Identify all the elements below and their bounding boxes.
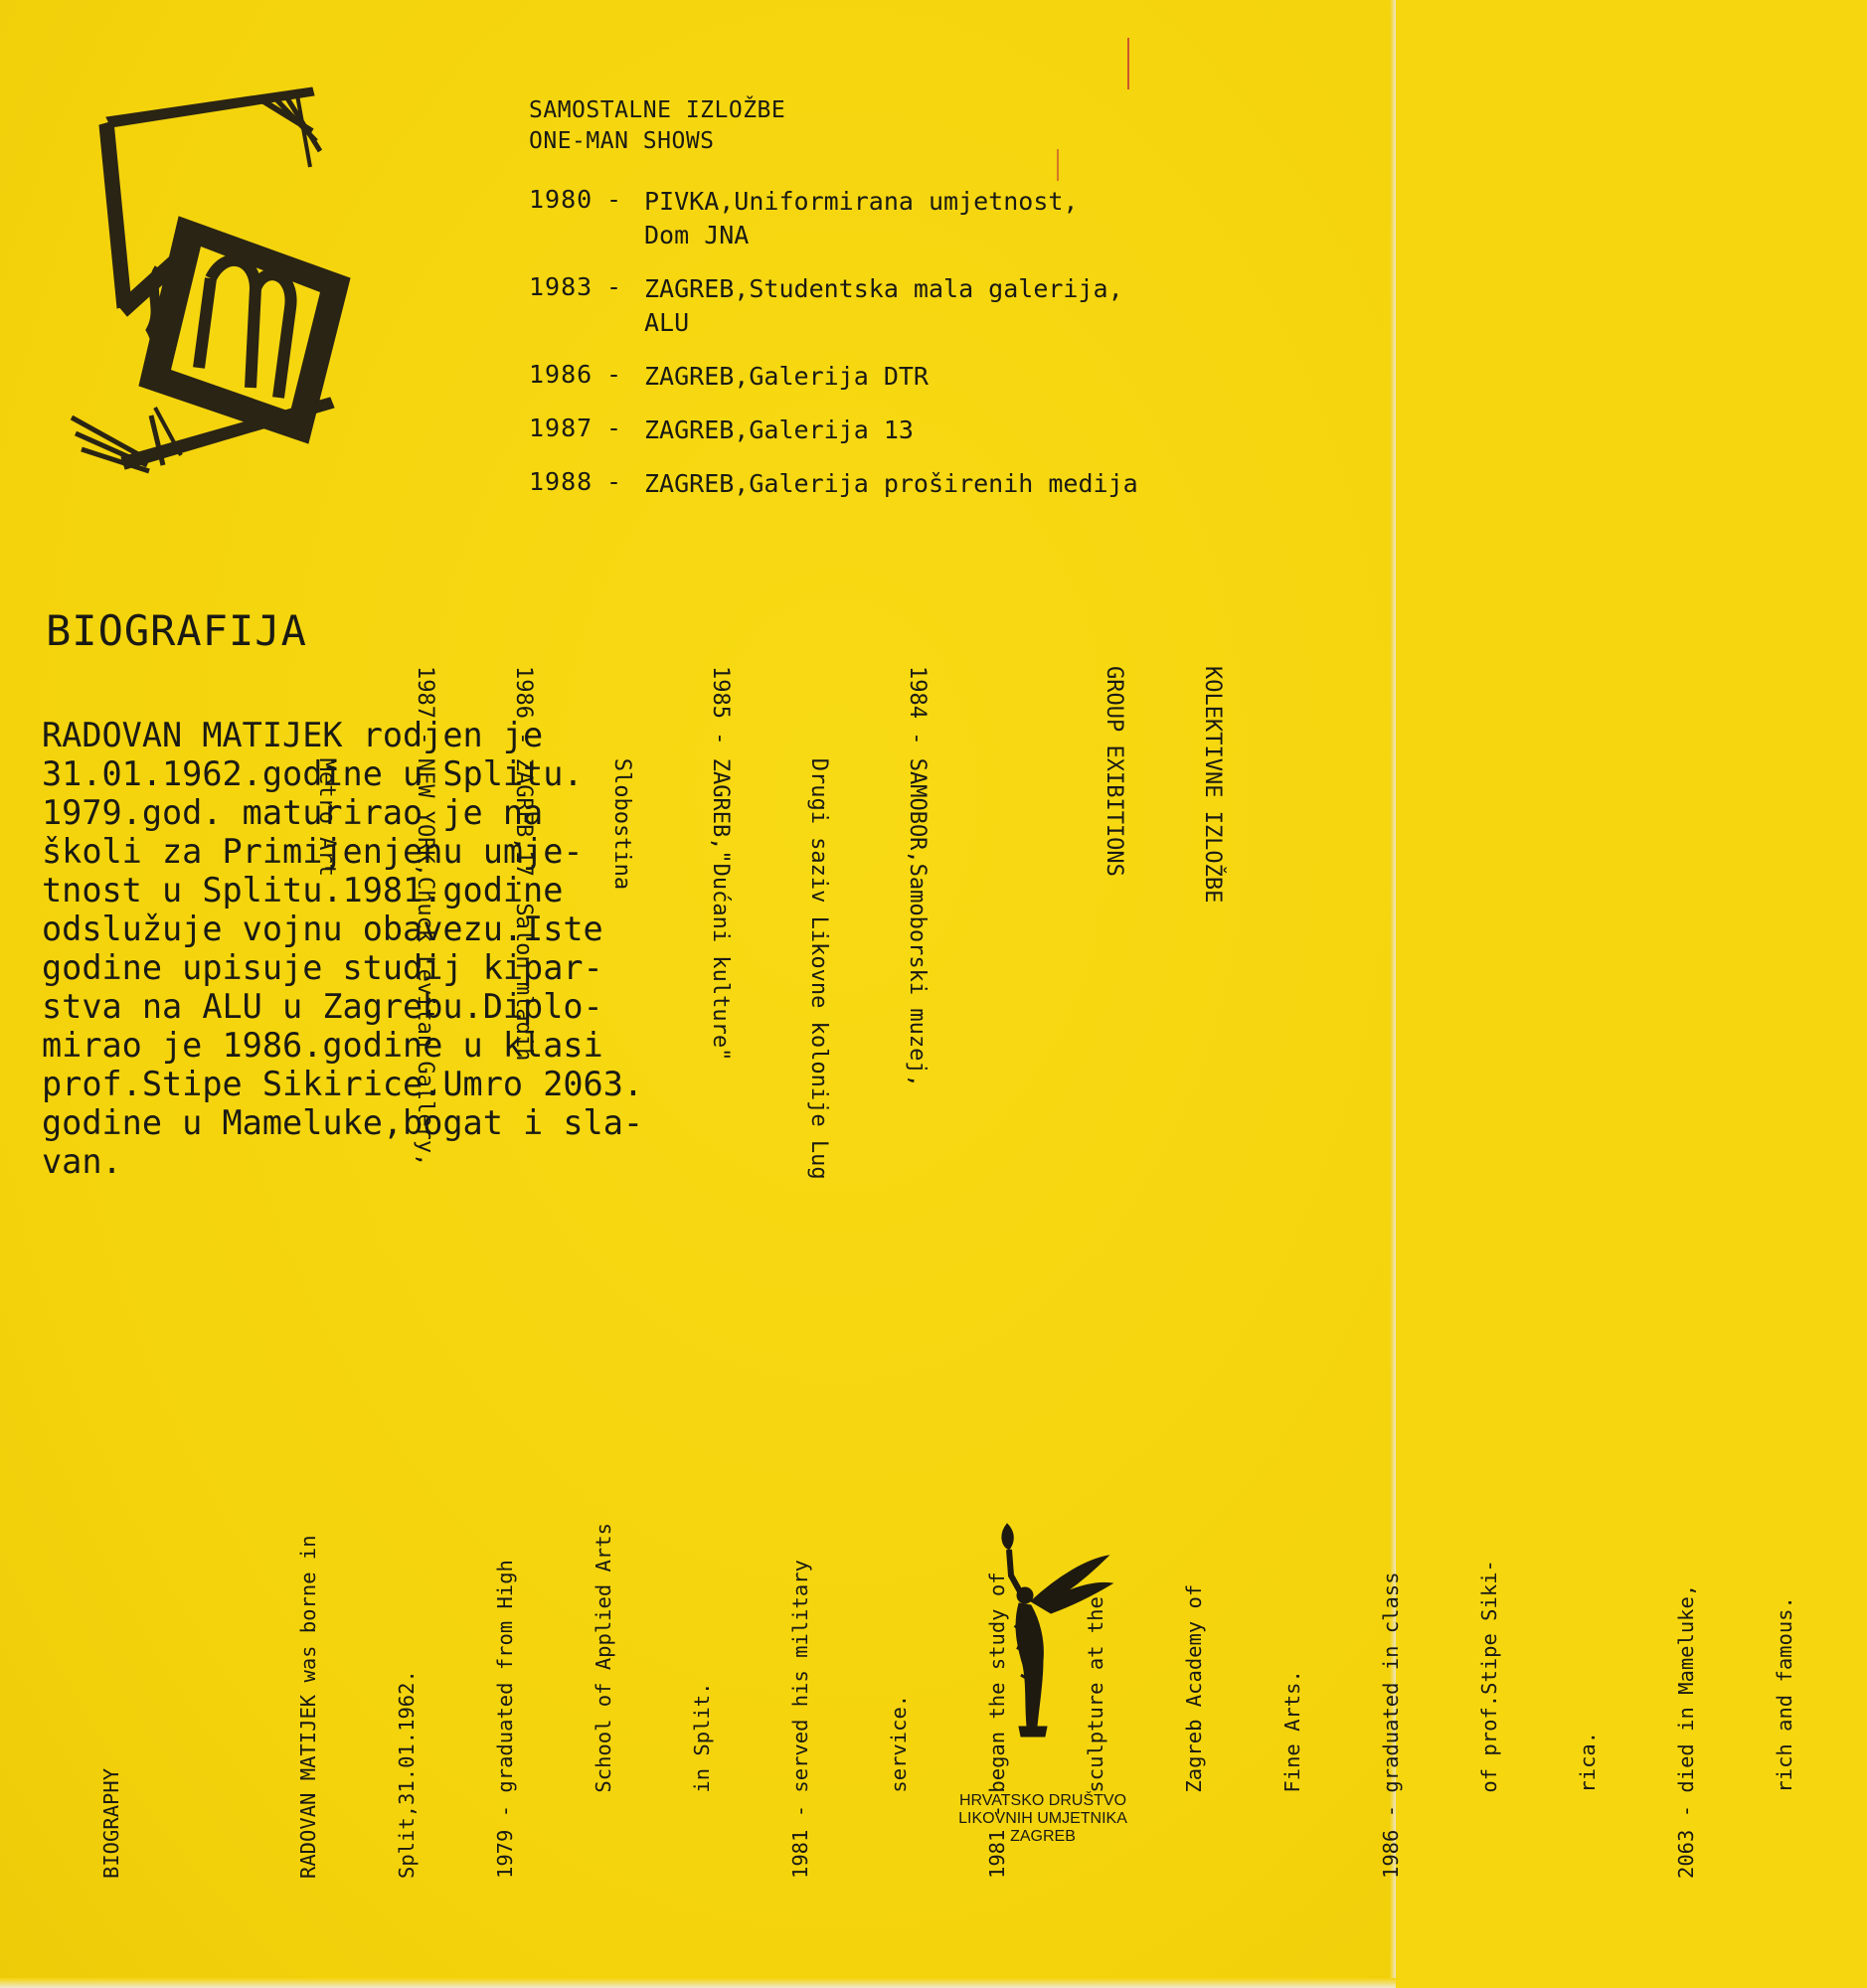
group-entry-line: 1986 - ZAGREB,17. Salon mladih: [511, 666, 536, 1062]
group-entry-line: Slobostina: [609, 666, 634, 891]
show-year: 1986: [529, 360, 594, 389]
biography-line: rica.: [1576, 1731, 1600, 1879]
biography-line: 2063 - died in Mameluke,: [1674, 1583, 1698, 1879]
show-line-1: ZAGREB,Studentska mala galerija,: [644, 274, 1123, 303]
society-line-2: LIKOVNIH UMJETNIKA: [958, 1810, 1127, 1827]
biography-line: of prof.Stipe Siki-: [1477, 1560, 1501, 1879]
show-details: [644, 185, 1284, 252]
biography-line: Split,31.01.1962.: [395, 1670, 419, 1879]
bio-line: stva na ALU u Zagrebu.Diplo-: [42, 987, 603, 1026]
bio-line: godine upisuje studij kipar-: [42, 948, 603, 987]
red-pen-mark: [1127, 38, 1129, 89]
group-exhibitions-section: [245, 666, 1294, 1180]
bio-line: mirao je 1986.godine u klasi: [42, 1026, 603, 1065]
group-entry-line: 1987 - NEW YORK,Chuck Levitan Gallery,: [413, 666, 437, 1167]
bio-line: 1979.god. maturirao je na: [42, 793, 544, 832]
bio-line: RADOVAN MATIJEK rodjen je: [42, 716, 544, 754]
biography-line: 1981 - served his military: [788, 1560, 812, 1879]
bio-line: prof.Stipe Sikirice.Umro 2063.: [42, 1065, 644, 1103]
show-line-1: ZAGREB,Galerija DTR: [644, 362, 929, 391]
biography-line: RADOVAN MATIJEK was borne in: [296, 1535, 320, 1879]
bio-line: godine u Mameluke,bogat i sla-: [42, 1103, 644, 1142]
dash: -: [606, 185, 622, 214]
group-spacer: [999, 666, 1032, 1180]
artist-stamp-logo-icon: [52, 70, 370, 507]
show-line-2: ALU: [644, 308, 690, 337]
society-line-1: HRVATSKO DRUŠTVO: [958, 1792, 1127, 1809]
biografija-title: BIOGRAFIJA: [46, 606, 307, 655]
society-line-3: ZAGREB: [1010, 1828, 1076, 1845]
show-entry: [529, 467, 1284, 501]
biography-line: 1979 - graduated from High: [493, 1560, 517, 1879]
show-details: [644, 360, 1284, 394]
one-man-shows-section: [529, 95, 1284, 521]
show-entry: [529, 360, 1284, 394]
show-entry: [529, 272, 1284, 340]
bio-line: tnost u Splitu.1981.godine: [42, 871, 564, 910]
show-entry: [529, 414, 1284, 447]
winged-figure-statue-icon: [969, 1516, 1118, 1740]
show-line-2: Dom JNA: [644, 221, 750, 249]
group-entry-line: 1984 - SAMOBOR,Samoborski muzej,: [905, 666, 930, 1087]
bio-line: van.: [42, 1142, 122, 1181]
show-entry: [529, 185, 1284, 252]
biography-line: 1986 - graduated in class: [1379, 1572, 1403, 1879]
biography-heading: BIOGRAPHY: [99, 1767, 123, 1879]
show-line-1: ZAGREB,Galerija proširenih medija: [644, 469, 1138, 498]
dash: -: [606, 414, 622, 442]
group-heading-en: GROUP EXIBITIONS: [1102, 666, 1126, 877]
show-details: [644, 467, 1284, 501]
one-man-shows-heading-hr: SAMOSTALNE IZLOŽBE: [529, 97, 786, 123]
bio-line: odslužuje vojnu obavezu.Iste: [42, 910, 603, 948]
bio-line: 31.01.1962.godine u Splitu.: [42, 754, 584, 793]
dash: -: [606, 360, 622, 389]
dash: -: [606, 467, 622, 496]
biography-line: Fine Arts.: [1280, 1670, 1304, 1879]
group-entry-line: Metro Art: [314, 666, 339, 877]
show-year: 1988: [529, 467, 594, 496]
show-year: 1980: [529, 185, 594, 214]
group-heading-hr: KOLEKTIVNE IZLOŽBE: [1200, 666, 1225, 904]
show-details: [644, 272, 1284, 340]
biography-line: sculpture at the: [1084, 1596, 1107, 1879]
group-entry-line: Drugi saziv Likovne kolonije Lug: [806, 666, 831, 1180]
biography-spacer: [194, 1523, 227, 1879]
one-man-shows-list: [529, 185, 1284, 501]
bio-line: školi za Primijenjenu umje-: [42, 832, 584, 871]
biography-line: service.: [887, 1694, 911, 1879]
biography-line: Zagreb Academy of: [1182, 1583, 1206, 1879]
show-year: 1987: [529, 414, 594, 442]
show-year: 1983: [529, 272, 594, 301]
dash: -: [606, 272, 622, 301]
paper-edge-bottom: [0, 1978, 1396, 1988]
show-line-1: ZAGREB,Galerija 13: [644, 415, 914, 444]
biography-line: in Split.: [690, 1682, 714, 1879]
biography-line: rich and famous.: [1773, 1596, 1796, 1879]
society-caption: [895, 1792, 1191, 1846]
biography-line: School of Applied Arts: [592, 1523, 615, 1879]
one-man-shows-heading-en: ONE-MAN SHOWS: [529, 128, 715, 154]
show-line-1: PIVKA,Uniformirana umjetnost,: [644, 187, 1079, 216]
show-details: [644, 414, 1284, 447]
group-entry-line: 1985 - ZAGREB,"Dućani kulture": [708, 666, 733, 1062]
biography-line: 1981 - began the study of: [985, 1572, 1009, 1879]
